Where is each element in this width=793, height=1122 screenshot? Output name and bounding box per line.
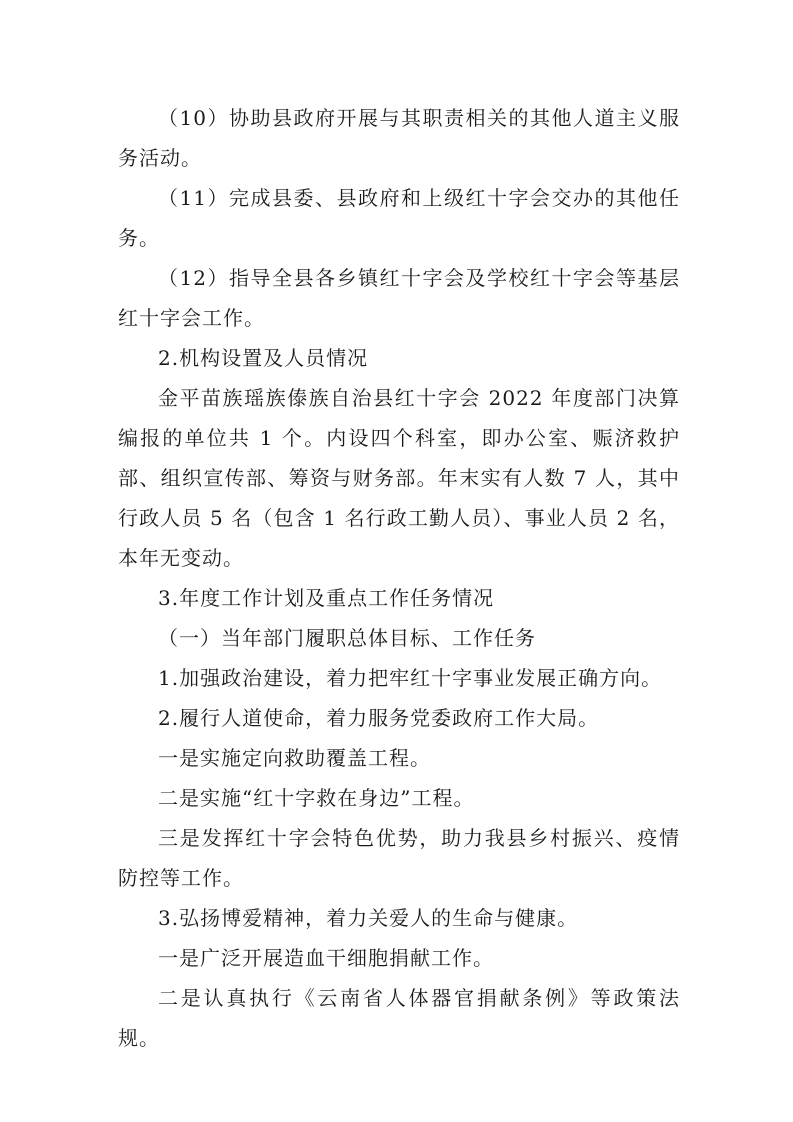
task-item-2-1: 一是实施定向救助覆盖工程。: [158, 746, 431, 770]
task-item-2-2: 二是实施“红十字救在身边”工程。: [158, 786, 475, 810]
document-body: [118, 98, 680, 1058]
subheading-annual-goals: （一）当年部门履职总体目标、工作任务: [158, 626, 536, 650]
paragraph-organization-details: 金平苗族瑶族傣族自治县红十字会 2022 年度部门决算编报的单位共 1 个。内设四个科室，即办公室、赈济救护部、组织宣传部、筹资与财务部。年末实有人数 7 人，其中行政人员 5 名（包含 1 名行政工勤人员）、事业人员 2 名，本年无变动。: [118, 386, 680, 570]
section-heading-organization: 2.机构设置及人员情况: [158, 346, 369, 370]
paragraph-item-10: （10）协助县政府开展与其职责相关的其他人道主义服务活动。: [118, 106, 680, 170]
goal-item-1: 1.加强政治建设，着力把牢红十字事业发展正确方向。: [158, 666, 663, 690]
goal-item-3: 3.弘扬博爱精神，着力关爱人的生命与健康。: [158, 906, 579, 930]
task-item-3-1: 一是广泛开展造血干细胞捐献工作。: [158, 946, 494, 970]
goal-item-2: 2.履行人道使命，着力服务党委政府工作大局。: [158, 706, 600, 730]
paragraph-item-11: （11）完成县委、县政府和上级红十字会交办的其他任务。: [118, 186, 680, 250]
task-item-3-2: 二是认真执行《云南省人体器官捐献条例》等政策法规。: [118, 986, 680, 1050]
paragraph-item-12: （12）指导全县各乡镇红十字会及学校红十字会等基层红十字会工作。: [118, 266, 680, 330]
task-item-2-3: 三是发挥红十字会特色优势，助力我县乡村振兴、疫情防控等工作。: [118, 826, 680, 890]
section-heading-work-plan: 3.年度工作计划及重点工作任务情况: [158, 586, 495, 610]
